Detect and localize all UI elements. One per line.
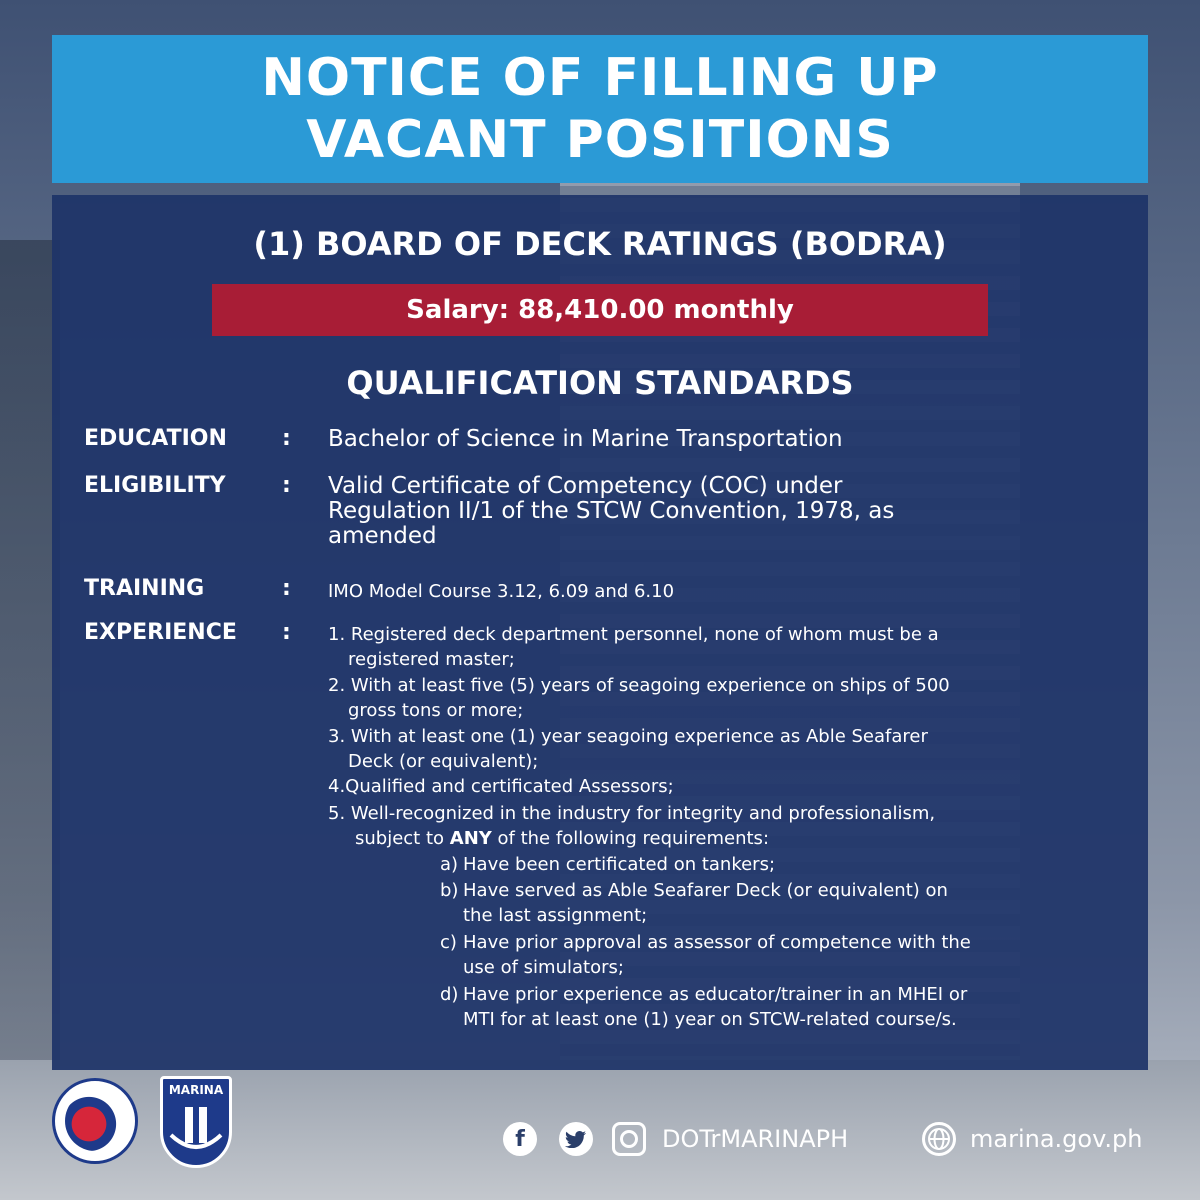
experience-item-1-line-2: registered master; [348,649,515,670]
website-link[interactable]: marina.gov.ph [970,1125,1143,1153]
experience-item-1-line-1: 1. Registered deck department personnel, none of whom must be a [328,624,939,645]
qualification-heading: QUALIFICATION STANDARDS [346,364,854,402]
experience-item-2-line-1: 2. With at least five (5) years of seagoing experience on ships of 500 [328,675,950,696]
dotr-emblem-icon [65,1091,125,1151]
position-title: (1) BOARD OF DECK RATINGS (BODRA) [253,225,947,263]
marina-logo [160,1076,232,1168]
eligibility-line-1: Valid Certificate of Competency (COC) under [328,473,843,499]
title-banner [52,35,1148,183]
facebook-icon[interactable]: f [503,1122,537,1156]
item-5-emphasis: ANY [449,828,492,849]
sub-item-c-line-1: Have prior approval as assessor of competence with the [463,932,971,953]
training-colon: : [282,576,291,601]
eligibility-label: ELIGIBILITY [84,473,226,498]
experience-item-4: 4.Qualified and certificated Assessors; [328,776,674,797]
eligibility-line-3: amended [328,523,437,549]
sub-item-d-marker: d) [440,984,459,1005]
education-label: EDUCATION [84,426,227,451]
experience-item-3-line-1: 3. With at least one (1) year seagoing experience as Able Seafarer [328,726,928,747]
dotr-logo [52,1078,138,1164]
anchor-icon [163,1101,229,1161]
item-5-suffix: of the following requirements: [491,828,770,849]
title-line-1: NOTICE OF FILLING UP [261,48,939,108]
sub-item-a-marker: a) [440,854,459,875]
globe-icon [922,1122,956,1156]
sub-item-a: Have been certificated on tankers; [463,854,776,875]
sub-item-d-line-1: Have prior experience as educator/trainer in an MHEI or [463,984,968,1005]
experience-item-2-line-2: gross tons or more; [348,700,524,721]
experience-colon: : [282,620,291,645]
education-value: Bachelor of Science in Marine Transportation [328,426,843,452]
social-handle[interactable]: DOTrMARINAPH [662,1125,849,1153]
training-value: IMO Model Course 3.12, 6.09 and 6.10 [328,581,675,602]
sub-item-c-marker: c) [440,932,457,953]
twitter-icon[interactable] [559,1122,593,1156]
eligibility-line-2: Regulation II/1 of the STCW Convention, 1978, as [328,498,895,524]
experience-label: EXPERIENCE [84,620,237,645]
salary-banner [212,284,988,336]
item-5-prefix: subject to [355,828,450,849]
education-colon: : [282,426,291,451]
experience-item-5-line-1: 5. Well-recognized in the industry for integrity and professionalism, [328,803,936,824]
experience-item-3-line-2: Deck (or equivalent); [348,751,539,772]
sub-item-b-marker: b) [440,880,459,901]
eligibility-colon: : [282,473,291,498]
training-label: TRAINING [84,576,205,601]
sub-item-d-line-2: MTI for at least one (1) year on STCW-related course/s. [463,1009,957,1030]
marina-logo-text: MARINA [168,1083,224,1097]
salary-text: Salary: 88,410.00 monthly [406,295,794,325]
sub-item-c-line-2: use of simulators; [463,957,624,978]
experience-item-5-line-2 [355,826,769,851]
sub-item-b-line-2: the last assignment; [463,905,648,926]
instagram-icon[interactable] [612,1122,646,1156]
title-line-2: VACANT POSITIONS [306,110,894,170]
sub-item-b-line-1: Have served as Able Seafarer Deck (or equivalent) on [463,880,948,901]
